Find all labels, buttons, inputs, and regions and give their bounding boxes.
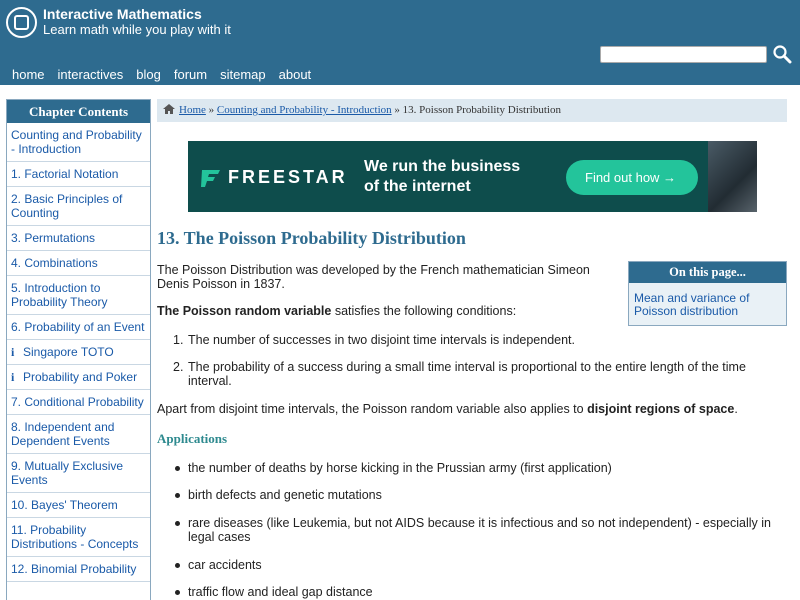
ad-banner[interactable] [188, 141, 757, 212]
applications-heading: Applications [157, 431, 228, 446]
info-icon: i [11, 345, 15, 359]
sidebar-item-combinations[interactable] [7, 251, 150, 276]
ad-headline-line1: We run the business [364, 158, 521, 175]
nav-home[interactable]: home [12, 67, 45, 82]
intro-paragraph: The Poisson Distribution was developed by the French mathematician Simeon Denis Poisson in 1837. [157, 263, 590, 291]
bullet-icon [175, 563, 180, 568]
sidebar-item-label: Singapore TOTO [23, 345, 114, 359]
regions-pre: Apart from disjoint time intervals, the Poisson random variable also applies to [157, 402, 588, 416]
breadcrumb-separator: » [205, 104, 217, 116]
sidebar-item-label: 3. Permutations [11, 231, 96, 245]
sidebar-item-label: 10. Bayes' Theorem [11, 498, 118, 512]
sidebar-title: Chapter Contents [7, 100, 150, 123]
sidebar-item-label: 7. Conditional Probability [11, 395, 144, 409]
on-this-page-title: On this page... [629, 262, 786, 283]
sidebar-item-label: 5. Introduction to Probability Theory [11, 281, 108, 309]
site-header [0, 0, 800, 85]
sidebar-item-bayes-theorem[interactable] [7, 493, 150, 518]
application-item: birth defects and genetic mutations [188, 488, 382, 502]
main-nav [12, 67, 324, 82]
sidebar-item-singapore-toto[interactable] [7, 340, 150, 365]
application-item: car accidents [188, 558, 262, 572]
bullet-icon [175, 466, 180, 471]
application-item: traffic flow and ideal gap distance [188, 585, 373, 599]
sidebar-item-permutations[interactable] [7, 226, 150, 251]
sidebar-item-label: Probability and Poker [23, 370, 138, 384]
bullet-icon [175, 493, 180, 498]
on-this-page-box [628, 261, 787, 326]
page-title: 13. The Poisson Probability Distribution [157, 228, 466, 248]
breadcrumb-section-link[interactable]: Counting and Probability - Introduction [216, 104, 392, 116]
conditions-rest: satisfies the following conditions: [331, 304, 517, 318]
chapter-contents-sidebar [6, 99, 151, 600]
sidebar-item-label: 8. Independent and Dependent Events [11, 420, 115, 448]
nav-about[interactable]: about [278, 67, 312, 82]
sidebar-item-label: Counting and Probability - Introduction [11, 128, 142, 156]
site-logo-icon[interactable] [6, 7, 37, 38]
sidebar-item-label: 2. Basic Principles of Counting [11, 192, 123, 220]
ad-brand: FREESTAR [228, 167, 348, 187]
info-icon: i [11, 370, 15, 384]
sidebar-item-factorial-notation[interactable] [7, 162, 150, 187]
application-item: rare diseases (like Leukemia, but not AIDS because it is infectious and so not independent) - especially in legal cases [188, 516, 771, 544]
breadcrumb-home-link[interactable]: Home [179, 104, 206, 116]
site-tagline: Learn math while you play with it [43, 22, 231, 37]
nav-sitemap[interactable]: sitemap [220, 67, 266, 82]
sidebar-item-intro[interactable] [7, 123, 150, 162]
breadcrumb [157, 99, 787, 122]
sidebar-item-label: 6. Probability of an Event [11, 320, 145, 334]
conditions-intro [157, 304, 516, 318]
nav-interactives[interactable]: interactives [57, 67, 124, 82]
sidebar-item-basic-principles[interactable] [7, 187, 150, 226]
regions-paragraph [157, 402, 797, 416]
sidebar-item-probability-poker[interactable] [7, 365, 150, 390]
breadcrumb-current: 13. Poisson Probability Distribution [402, 104, 561, 116]
breadcrumb-separator: » [391, 104, 403, 116]
site-title[interactable]: Interactive Mathematics [43, 6, 202, 22]
condition-text: The probability of a success during a small time interval is proportional to the entire length of the time interval. [188, 360, 746, 388]
mean-variance-link[interactable]: Mean and variance of Poisson distribution [634, 291, 750, 318]
condition-text: The number of successes in two disjoint time intervals is independent. [188, 333, 575, 347]
sidebar-item-label: 9. Mutually Exclusive Events [11, 459, 124, 487]
sidebar-item-probability-theory[interactable] [7, 276, 150, 315]
sidebar-item-probability-distributions[interactable] [7, 518, 150, 557]
ad-photo [708, 141, 757, 212]
sidebar-item-label: 11. Probability Distributions - Concepts [11, 523, 139, 551]
ad-headline-line2: of the internet [364, 178, 471, 195]
conditions-bold: The Poisson random variable [157, 304, 332, 318]
sidebar-item-label: 1. Factorial Notation [11, 167, 119, 181]
regions-bold: disjoint regions of space [587, 402, 735, 416]
sidebar-item-label: 12. Binomial Probability [11, 562, 137, 576]
condition-number: 1. [173, 333, 184, 347]
home-icon[interactable] [163, 104, 175, 114]
application-item: the number of deaths by horse kicking in the Prussian army (first application) [188, 461, 612, 475]
nav-forum[interactable]: forum [173, 67, 208, 82]
search-icon[interactable] [772, 44, 792, 64]
sidebar-item-conditional-probability[interactable] [7, 390, 150, 415]
nav-blog[interactable]: blog [136, 67, 161, 82]
sidebar-item-independent-events[interactable] [7, 415, 150, 454]
sidebar-item-mutually-exclusive[interactable] [7, 454, 150, 493]
regions-post: . [734, 402, 738, 416]
ad-cta-button[interactable]: Find out how → [566, 160, 698, 195]
sidebar-item-probability-event[interactable] [7, 315, 150, 340]
condition-number: 2. [173, 360, 184, 374]
search-input[interactable] [600, 46, 767, 63]
sidebar-item-binomial-probability[interactable] [7, 557, 150, 582]
freestar-logo-icon [200, 167, 222, 189]
bullet-icon [175, 590, 180, 595]
sidebar-item-label: 4. Combinations [11, 256, 98, 270]
bullet-icon [175, 521, 180, 526]
